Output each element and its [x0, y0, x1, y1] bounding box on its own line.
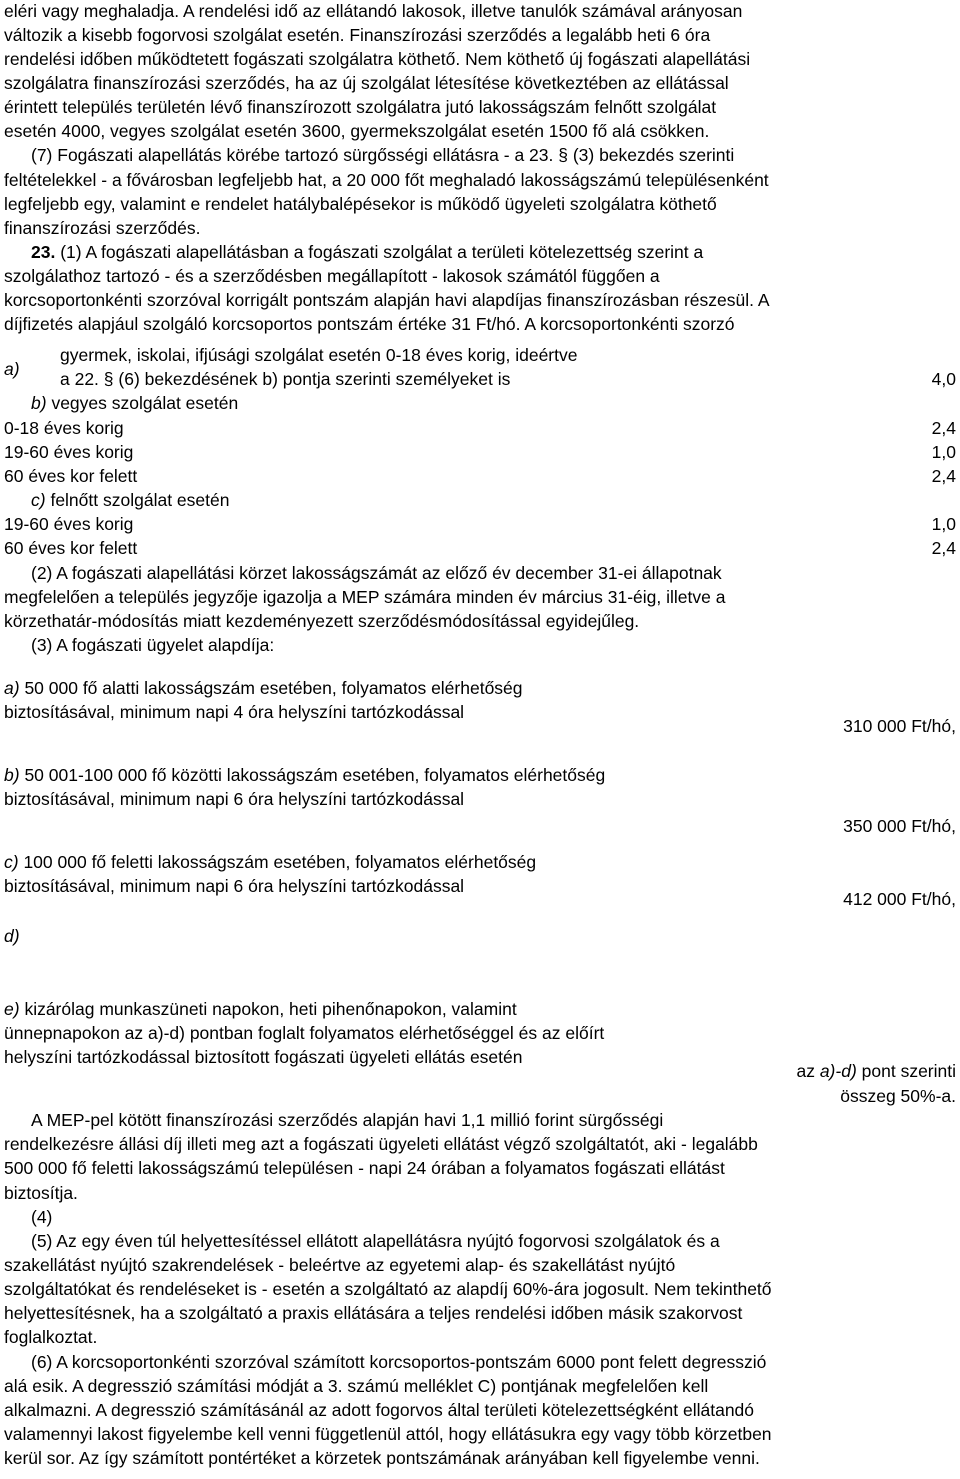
text-line: korcsoportonkénti szorzóval korrigált pontszám alapján havi alapdíjas finanszírozásban részesül. A: [4, 290, 770, 310]
item-marker-c: c): [4, 852, 19, 872]
section-paragraph-line: [31, 240, 703, 264]
text-span: kizárólag munkaszüneti napokon, heti pihenőnapokon, valamint: [24, 999, 517, 1019]
text-line: feltételekkel - a fővárosban legfeljebb hat, a 20 000 főt meghaladó lakosságszámú településenként: [4, 170, 769, 190]
text-span: 100 000 fő feletti lakosságszám esetében, folyamatos elérhetőség: [23, 852, 537, 872]
fee-item-c: [4, 850, 536, 874]
multiplier-value: 1,0: [931, 442, 956, 462]
fee-item-a: [4, 676, 523, 700]
item-marker-b: b): [4, 765, 20, 785]
fee-value: 412 000 Ft/hó,: [843, 889, 956, 909]
text-line: a 22. § (6) bekezdésének b) pontja szerinti személyeket is: [60, 369, 511, 389]
text-line: szolgáltatókat és rendeléseket is - esetén a szolgáltató az alapdíj 60%-ára jogosult. Nem tekinthető: [4, 1279, 772, 1299]
item-marker-a: a): [4, 359, 20, 379]
text-line: eléri vagy meghaladja. A rendelési idő az ellátandó lakosok, illetve tanulók számával arányosan: [4, 1, 743, 21]
text-line: 0-18 éves korig: [4, 418, 124, 438]
text-line: gyermek, iskolai, ifjúsági szolgálat esetén 0-18 éves korig, ideértve: [60, 345, 578, 365]
multiplier-value: 2,4: [931, 466, 956, 486]
fee-value: 350 000 Ft/hó,: [843, 816, 956, 836]
text-span: felnőtt szolgálat esetén: [50, 490, 230, 510]
fee-value-e-line2: összeg 50%-a.: [840, 1086, 956, 1106]
text-line: ünnepnapokon az a)-d) pontban foglalt folyamatos elérhetőséggel és az előírt: [4, 1023, 605, 1043]
text-line: (6) A korcsoportonkénti szorzóval számított korcsoportos-pontszám 6000 pont felett degresszió: [31, 1352, 767, 1372]
multiplier-value: 2,4: [931, 418, 956, 438]
text-line: 60 éves kor felett: [4, 538, 138, 558]
text-line: (5) Az egy éven túl helyettesítéssel ellátott alapellátásra nyújtó fogorvosi szolgálatok és a: [31, 1231, 720, 1251]
item-marker-a: a): [4, 678, 20, 698]
text-line: (2) A fogászati alapellátási körzet lakosságszámát az előző év december 31-ei állapotnak: [31, 563, 722, 583]
text-line: szolgálathoz tartozó - és a szerződésben megállapított - lakosok számától függően a: [4, 266, 660, 286]
text-line: alkalmazni. A degresszió számításánál az adott fogorvos által területi kötelezettségként ellátandó: [4, 1400, 755, 1420]
text-span: (1) A fogászati alapellátásban a fogászati szolgálat a területi kötelezettség szerint a: [60, 242, 704, 262]
text-line: alá esik. A degresszió számítási módját a 3. számú melléklet C) pontjának megfelelően kell: [4, 1376, 709, 1396]
text-line: helyszíni tartózkodással biztosított fogászati ügyeleti ellátás esetén: [4, 1047, 523, 1067]
item-marker-b: b): [31, 393, 47, 413]
multiplier-value: 4,0: [931, 369, 956, 389]
text-line: szolgálatra finanszírozási szerződés, ha az új szolgálat létesítése következtében az ellátással: [4, 73, 729, 93]
multiplier-value: 1,0: [931, 514, 956, 534]
text-line: biztosításával, minimum napi 6 óra helyszíni tartózkodással: [4, 789, 465, 809]
text-line: biztosításával, minimum napi 6 óra helyszíni tartózkodással: [4, 876, 465, 896]
text-line: megfelelően a település jegyzője igazolja a MEP számára minden év március 31-éig, illetve a: [4, 587, 726, 607]
item-line-b: [31, 391, 238, 415]
text-line: biztosításával, minimum napi 4 óra helyszíni tartózkodással: [4, 702, 465, 722]
text-line: 19-60 éves korig: [4, 442, 134, 462]
fee-value-e-line1: [796, 1059, 956, 1083]
text-line: finanszírozási szerződés.: [4, 218, 201, 238]
text-span: pont szerinti: [856, 1061, 956, 1081]
text-line: foglalkoztat.: [4, 1327, 98, 1347]
text-line: változik a kisebb fogorvosi szolgálat esetén. Finanszírozási szerződés a legalább heti 6 óra: [4, 25, 711, 45]
text-line: 19-60 éves korig: [4, 514, 134, 534]
text-line: legfeljebb egy, valamint e rendelet hatálybalépésekor is működő ügyeleti szolgálatra köthető: [4, 194, 717, 214]
multiplier-value: 2,4: [931, 538, 956, 558]
text-line: körzethatár-módosítás miatt kezdeményezett szerződésmódosítással egyidejűleg.: [4, 611, 640, 631]
fee-item-e: [4, 997, 517, 1021]
text-line: (4): [31, 1207, 53, 1227]
text-line: A MEP-pel kötött finanszírozási szerződés alapján havi 1,1 millió forint sürgősségi: [31, 1110, 664, 1130]
text-span: 50 000 fő alatti lakosságszám esetében, folyamatos elérhetőség: [24, 678, 523, 698]
text-span: az: [796, 1061, 820, 1081]
text-line: (7) Fogászati alapellátás körébe tartozó sürgősségi ellátásra - a 23. § (3) bekezdés szerinti: [31, 145, 735, 165]
item-marker-c: c): [31, 490, 46, 510]
text-line: rendelkezésre állási díj illeti meg azt a fogászati ügyeleti ellátást végző szolgáltatót, aki - legalább: [4, 1134, 758, 1154]
text-span: 50 001-100 000 fő közötti lakosságszám esetében, folyamatos elérhetőség: [24, 765, 606, 785]
text-line: szakellátást nyújtó szakrendelések - beleértve az egyetemi alap- és szakellátást nyújtó: [4, 1255, 676, 1275]
item-marker-d: d): [4, 926, 20, 946]
text-line: valamennyi lakost figyelembe kell venni függetlenül attól, hogy ellátásukra egy vagy több körzetben: [4, 1424, 772, 1444]
text-line: díjfizetés alapjául szolgáló korcsoportos pontszám értéke 31 Ft/hó. A korcsoportonkénti szorzó: [4, 314, 735, 334]
text-line: biztosítja.: [4, 1183, 78, 1203]
text-line: 60 éves kor felett: [4, 466, 138, 486]
item-ref: a)-d): [819, 1061, 857, 1081]
text-span: vegyes szolgálat esetén: [51, 393, 239, 413]
item-marker-e: e): [4, 999, 20, 1019]
item-line-c: [31, 488, 229, 512]
text-line: esetén 4000, vegyes szolgálat esetén 3600, gyermekszolgálat esetén 1500 fő alá csökken.: [4, 121, 710, 141]
text-line: 500 000 fő feletti lakosságszámú településen - napi 24 órában a folyamatos fogászati ellátást: [4, 1158, 725, 1178]
fee-value: 310 000 Ft/hó,: [843, 716, 956, 736]
text-line: érintett település területén lévő finanszírozott szolgálatra jutó lakosságszám felnőtt szolgálat: [4, 97, 717, 117]
text-line: (3) A fogászati ügyelet alapdíja:: [31, 635, 275, 655]
text-line: rendelési időben működtetett fogászati szolgálatra köthető. Nem köthető új fogászati alapellátási: [4, 49, 751, 69]
fee-item-b: [4, 763, 605, 787]
section-number: 23.: [31, 242, 56, 262]
text-line: kerül sor. Az így számított pontértéket a körzetek pontszámának arányában kell figyelembe venni.: [4, 1448, 760, 1468]
text-line: helyettesítésnek, ha a szolgáltató a praxis ellátására a teljes rendelési időben másik szakorvost: [4, 1303, 743, 1323]
